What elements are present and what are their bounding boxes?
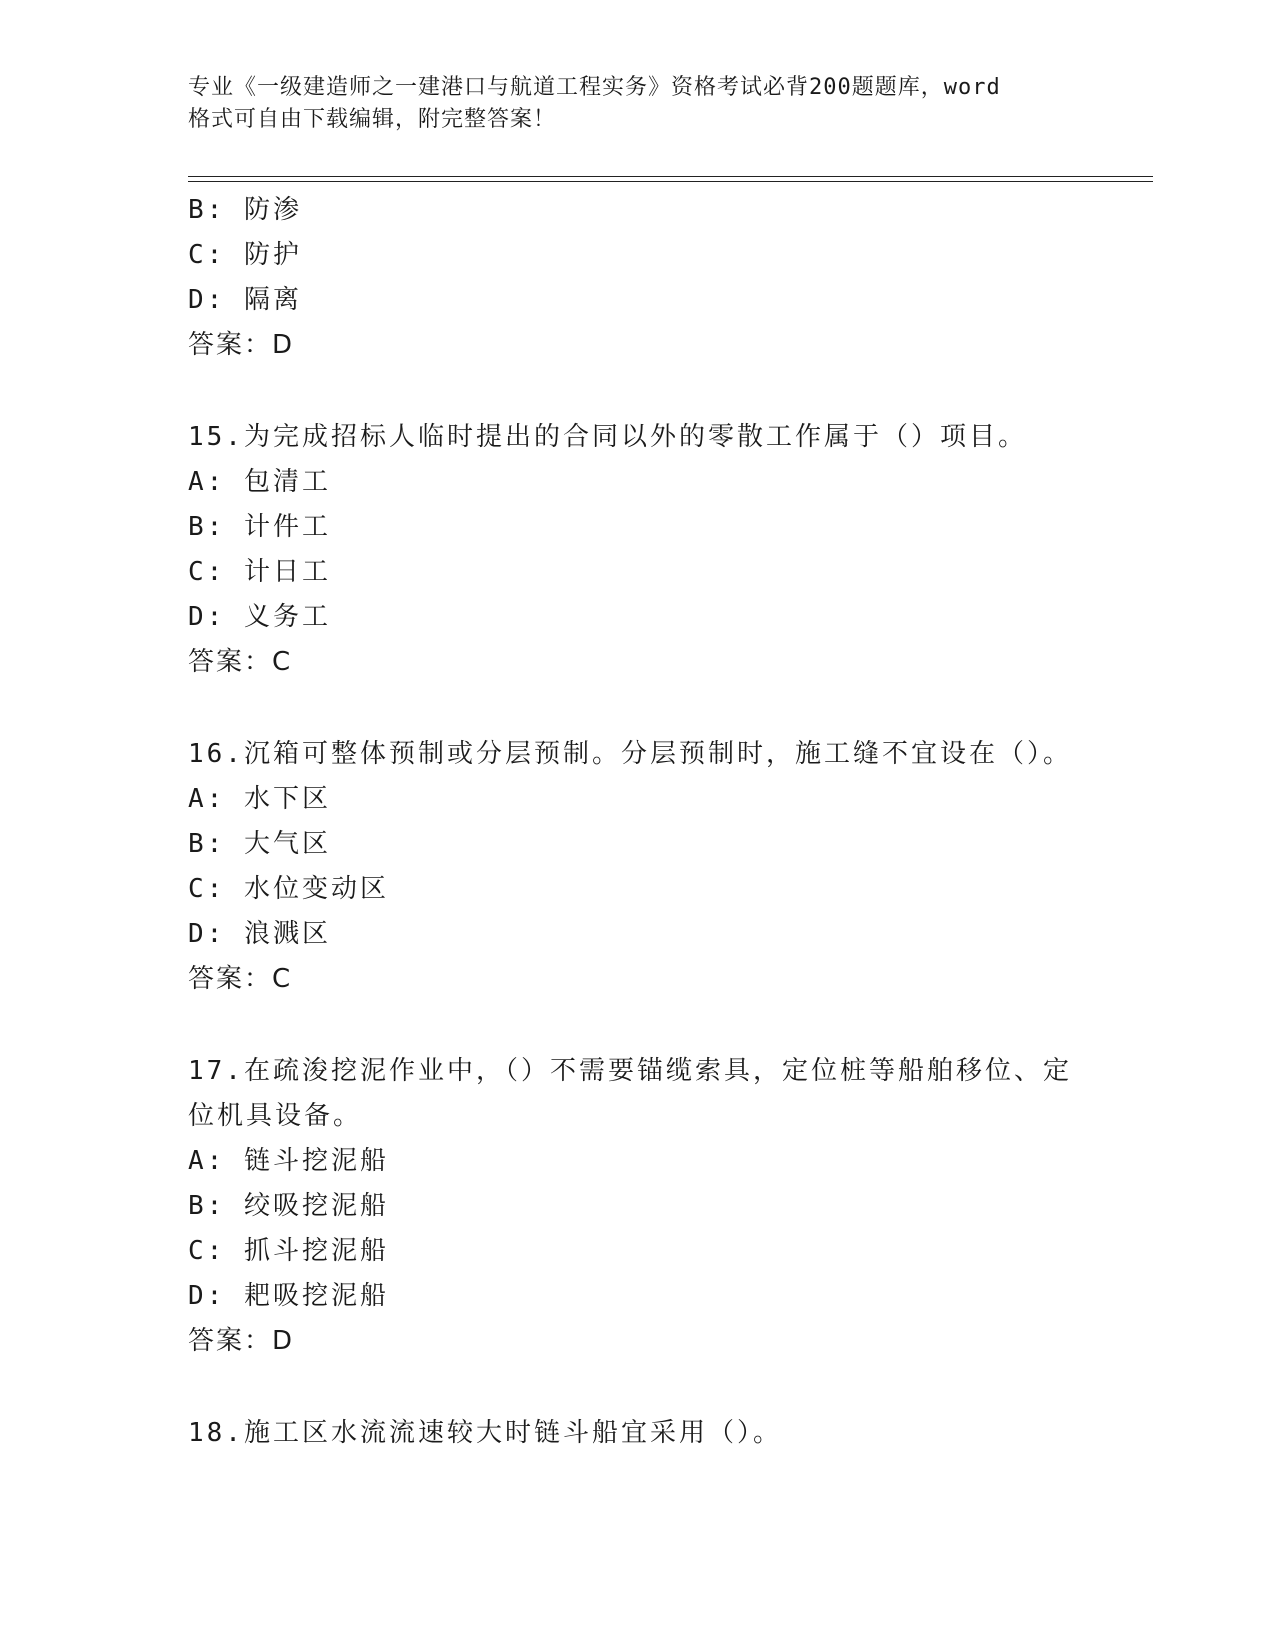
option-c: C: 抓斗挖泥船 [188, 1236, 389, 1266]
question-stem-line-2: 位机具设备。 [188, 1101, 363, 1131]
option-d: D: 隔离 [188, 285, 302, 315]
option-c: C: 计日工 [188, 557, 331, 587]
question-16 [188, 732, 1088, 1002]
option-b: B: 绞吸挖泥船 [188, 1191, 389, 1221]
question-list [188, 188, 1088, 1456]
answer-line: 答案：D [188, 330, 295, 360]
option-d: D: 耙吸挖泥船 [188, 1281, 389, 1311]
option-b: B: 大气区 [188, 829, 331, 859]
answer-line: 答案：C [188, 647, 293, 677]
answer-line: 答案：C [188, 964, 293, 994]
option-a: A: 链斗挖泥船 [188, 1146, 389, 1176]
carryover-block [188, 188, 1088, 368]
header-divider-bottom [188, 181, 1153, 182]
option-b: B: 防渗 [188, 195, 302, 225]
spacer [188, 1002, 1088, 1049]
question-15 [188, 415, 1088, 685]
question-17 [188, 1049, 1088, 1364]
spacer [188, 1364, 1088, 1411]
option-d: D: 浪溅区 [188, 919, 331, 949]
option-b: B: 计件工 [188, 512, 331, 542]
header-line-2: 格式可自由下载编辑，附完整答案！ [188, 107, 557, 132]
question-stem-line-1: 17.在疏浚挖泥作业中，（）不需要锚缆索具，定位桩等船舶移位、定 [188, 1056, 1072, 1086]
option-c: C: 防护 [188, 240, 302, 270]
option-c: C: 水位变动区 [188, 874, 389, 904]
answer-line: 答案：D [188, 1326, 295, 1356]
question-stem: 18.施工区水流流速较大时链斗船宜采用（）。 [188, 1418, 782, 1448]
question-stem: 16.沉箱可整体预制或分层预制。分层预制时，施工缝不宜设在（）。 [188, 739, 1072, 769]
header-divider-top [188, 176, 1153, 177]
header-line-1: 专业《一级建造师之一建港口与航道工程实务》资格考试必背200题题库，word [188, 75, 1001, 100]
document-header [188, 72, 1068, 136]
question-18 [188, 1411, 1088, 1456]
option-d: D: 义务工 [188, 602, 331, 632]
option-a: A: 水下区 [188, 784, 331, 814]
spacer [188, 368, 1088, 415]
spacer [188, 685, 1088, 732]
option-a: A: 包清工 [188, 467, 331, 497]
question-stem: 15.为完成招标人临时提出的合同以外的零散工作属于（）项目。 [188, 422, 1027, 452]
